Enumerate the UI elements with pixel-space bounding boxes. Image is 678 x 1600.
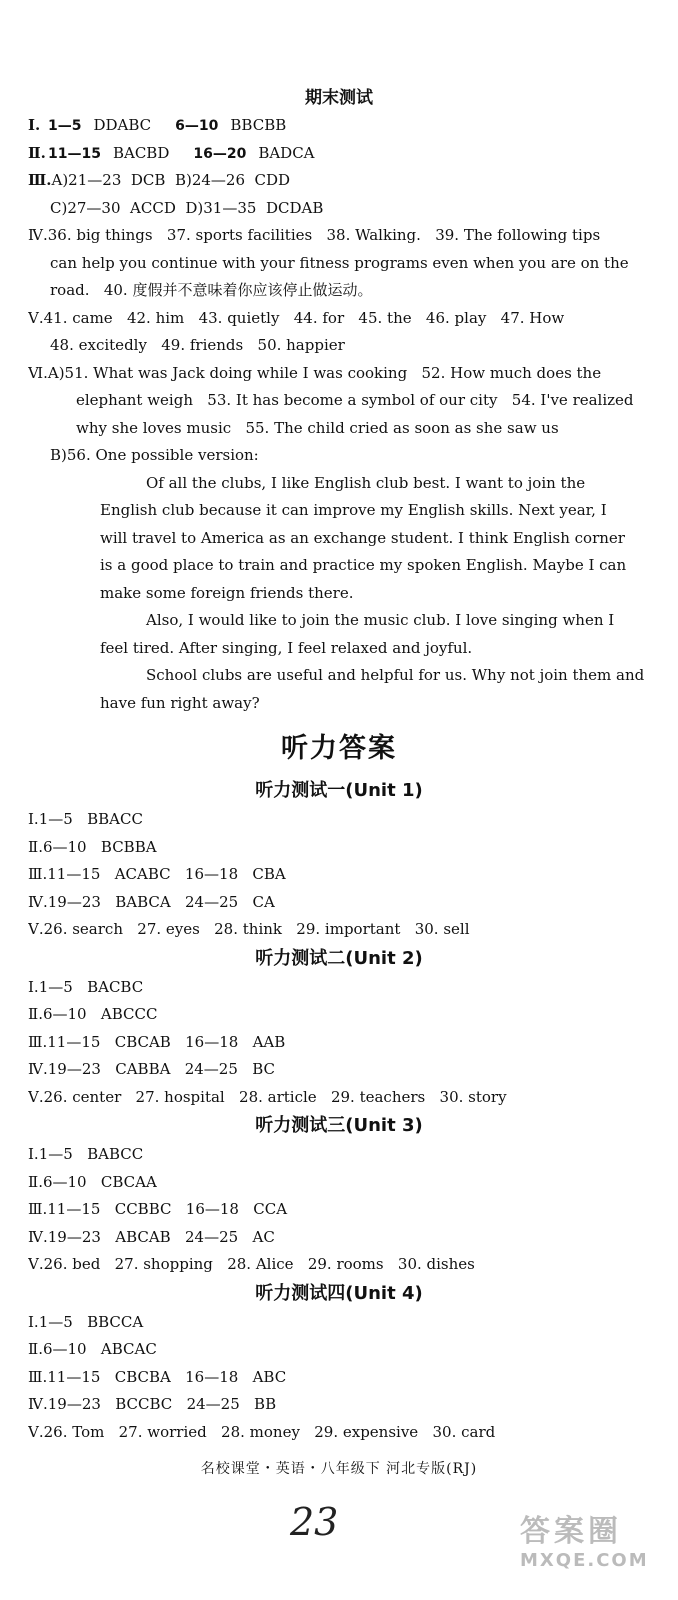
answer-line: Ⅰ.1—5 BBACC	[28, 810, 143, 828]
answer-line: Ⅳ.19—23 BCCBC 24—25 BB	[28, 1395, 277, 1413]
listening-section	[0, 720, 678, 1446]
roman-numeral: Ⅰ.	[28, 116, 41, 134]
question-range: 11—15	[48, 145, 101, 162]
answer-line: Ⅳ.19—23 ABCAB 24—25 AC	[28, 1227, 275, 1246]
answer-line: Ⅱ.6—10 CBCAA	[28, 1172, 157, 1191]
answer-text: 48. excitedly 49. friends 50. happier	[50, 336, 345, 354]
answer-letters: BBCBB	[230, 116, 287, 134]
essay-line: English club because it can improve my English skills. Next year, I	[100, 501, 607, 519]
final-test-answers	[28, 112, 650, 717]
listening-test-3	[0, 1111, 678, 1279]
essay-line: is a good place to train and practice my spoken English. Maybe I can	[100, 556, 627, 574]
final-test-section	[0, 86, 678, 110]
essay-line: Also, I would like to join the music club. I love singing when I	[146, 611, 615, 629]
essay-line: Of all the clubs, I like English club best. I want to join the	[146, 473, 586, 492]
answer-text: can help you continue with your fitness programs even when you are on the	[50, 253, 629, 272]
listening-test-1	[0, 776, 678, 944]
answer-line-iii-cont	[28, 195, 650, 223]
answer-line-vi-3	[28, 415, 650, 443]
watermark-url: MXQE.COM	[520, 1550, 649, 1571]
listening-test-title: 听力测试一(Unit 1)	[255, 780, 423, 801]
answer-line-v-2	[28, 332, 650, 360]
answer-line-iii	[28, 167, 650, 195]
answer-text: A)21—23 DCB B)24—26 CDD	[51, 171, 291, 189]
roman-numeral: Ⅱ.	[28, 143, 46, 162]
answer-line: Ⅱ.6—10 BCBBA	[28, 837, 157, 856]
essay-line: School clubs are useful and helpful for us. Why not join them and	[146, 666, 645, 684]
answer-line-ii	[28, 140, 650, 168]
answer-line: Ⅱ.6—10 ABCCC	[28, 1005, 158, 1023]
listening-test-title: 听力测试三(Unit 3)	[255, 1115, 423, 1136]
listening-test-title: 听力测试四(Unit 4)	[255, 1282, 423, 1304]
answer-letters: BACBD	[112, 143, 170, 162]
answer-text: why she loves music 55. The child cried as soon as she saw us	[76, 418, 559, 437]
watermark-logo	[520, 1506, 670, 1586]
essay	[28, 470, 650, 718]
answer-letters: BADCA	[258, 143, 315, 162]
answer-line-vi-b	[28, 442, 650, 470]
answer-line-iv-3	[28, 277, 650, 305]
essay-line: have fun right away?	[100, 693, 260, 712]
answer-line: Ⅱ.6—10 ABCAC	[28, 1340, 157, 1358]
answer-line: Ⅰ.1—5 BBCCA	[28, 1312, 144, 1331]
answer-line-i	[28, 112, 650, 140]
answer-letters: DDABC	[93, 116, 152, 134]
page-number: 23	[290, 1500, 339, 1544]
answer-line-iv-2	[28, 250, 650, 278]
answer-line: Ⅴ.26. Tom 27. worried 28. money 29. expensive 30. card	[28, 1422, 496, 1441]
answer-line: Ⅲ.11—15 ACABC 16—18 CBA	[28, 865, 286, 883]
listening-title: 听力答案	[281, 733, 397, 764]
essay-line: make some foreign friends there.	[100, 583, 354, 602]
answer-line: Ⅰ.1—5 BABCC	[28, 1145, 144, 1163]
final-test-title: 期末测试	[305, 88, 373, 108]
roman-numeral: Ⅲ.	[28, 171, 52, 189]
essay-line: will travel to America as an exchange student. I think English corner	[100, 528, 625, 547]
answer-line-v-1	[28, 305, 650, 333]
answer-text: elephant weigh 53. It has become a symbol of our city 54. I've realized	[76, 391, 634, 409]
answer-line-vi-2	[28, 387, 650, 415]
listening-test-title: 听力测试二(Unit 2)	[255, 947, 423, 969]
answer-line: Ⅴ.26. center 27. hospital 28. article 29. teachers 30. story	[28, 1087, 507, 1106]
answer-line-iv-1	[28, 222, 650, 250]
question-range: 16—20	[193, 145, 247, 162]
answer-text: Ⅴ.41. came 42. him 43. quietly 44. for 45. the 46. play 47. How	[28, 308, 565, 327]
answer-line: Ⅲ.11—15 CCBBC 16—18 CCA	[28, 1200, 288, 1218]
answer-line: Ⅰ.1—5 BACBC	[28, 977, 144, 996]
answer-text: Ⅳ.36. big things 37. sports facilities 38. Walking. 39. The following tips	[28, 226, 601, 244]
answer-text: C)27—30 ACCD D)31—35 DCDAB	[50, 198, 324, 217]
answer-text: road. 40. 度假并不意味着你应该停止做运动。	[50, 281, 373, 299]
listening-test-2	[0, 944, 678, 1112]
answer-text: Ⅵ.A)51. What was Jack doing while I was cooking 52. How much does the	[28, 363, 602, 382]
answer-line: Ⅳ.19—23 BABCA 24—25 CA	[28, 892, 275, 911]
watermark-text: 答案圈	[520, 1514, 622, 1549]
question-range: 6—10	[175, 118, 219, 134]
answer-line: Ⅴ.26. search 27. eyes 28. think 29. important 30. sell	[28, 920, 470, 938]
listening-test-4	[0, 1279, 678, 1447]
page-footer: 名校课堂・英语・八年级下 河北专版(RJ)	[200, 1461, 478, 1477]
answer-line: Ⅲ.11—15 CBCAB 16—18 AAB	[28, 1032, 286, 1051]
answer-line: Ⅴ.26. bed 27. shopping 28. Alice 29. rooms 30. dishes	[28, 1255, 475, 1273]
answer-line: Ⅳ.19—23 CABBA 24—25 BC	[28, 1060, 275, 1078]
question-range: 1—5	[48, 118, 82, 134]
answer-line-vi-1	[28, 360, 650, 388]
answer-line: Ⅲ.11—15 CBCBA 16—18 ABC	[28, 1367, 287, 1386]
essay-line: feel tired. After singing, I feel relaxed and joyful.	[100, 638, 473, 657]
answer-text: B)56. One possible version:	[50, 446, 259, 464]
